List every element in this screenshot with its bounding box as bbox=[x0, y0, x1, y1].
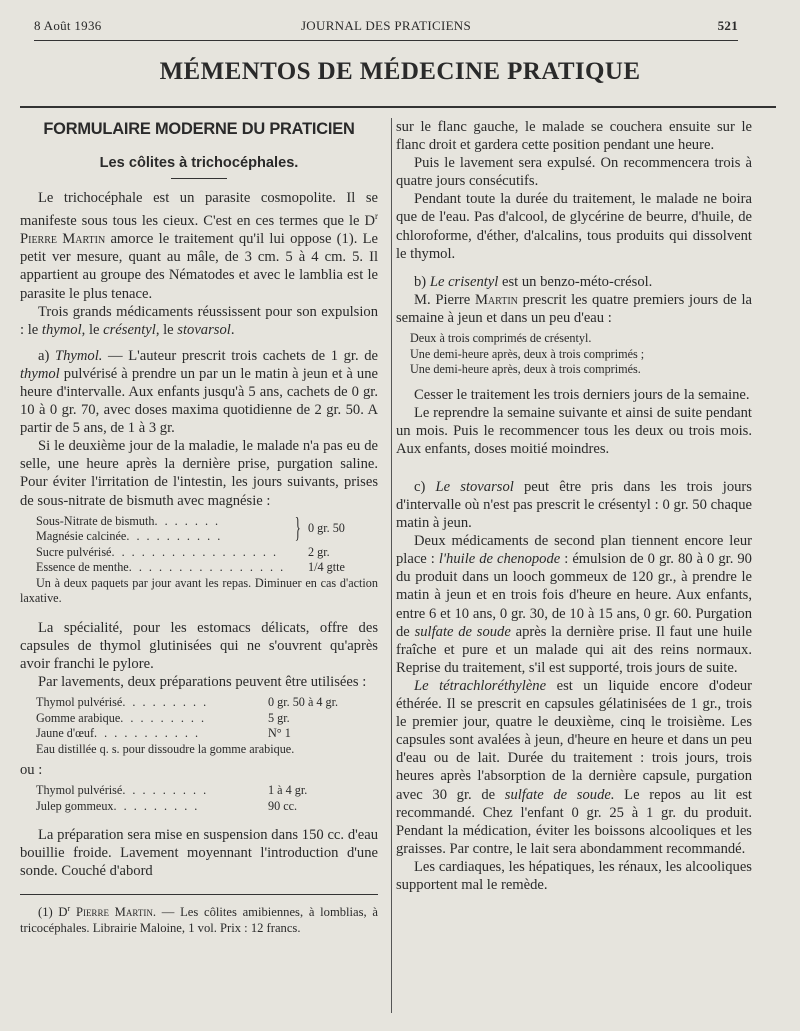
formula-alternative: ou : bbox=[20, 762, 43, 779]
paragraph: Les cardiaques, les hépatiques, les rénaux, les alcooliques supportent mal le remède. bbox=[396, 858, 752, 893]
paragraph: Le tétrachloréthylène est un liquide encore d'odeur éthérée. Il se prescrit en capsules gélatinisées de 1 gr., trois le premier jour, quatre le deuxième, cinq le troisième. Les capsules sont avalées à jeun, d'heure en heure et dans un peu d'eau ou de lait. Durée du traitement : trois jours, trois heures après l'absorption de la dernière capsule, purgation avec 30 gr. de sulfate de soude. Le repos au lit est recommandé. Chez l'enfant 0 gr. 25 à 1 gr. du produit. Pendant la médication, éviter les boissons alcooliques et les graisses. Par contre, le lait sera abondamment recommandé. bbox=[396, 677, 752, 857]
paragraph: Puis le lavement sera expulsé. On recommencera trois à quatre jours consécutifs. bbox=[396, 155, 752, 190]
section-rubrique: FORMULAIRE MODERNE DU PRATICIEN bbox=[43, 120, 355, 138]
prescription-formula: Thymol pulvérisé . . . . . . . . . 0 gr. 50 à 4 gr. Gomme arabique . . . . . . . . . 5 gr. Jaune d'œuf . . . . . . . . . . . N° 1 Eau distillée q. s. pour dissoudre la gomme arabique. bbox=[36, 695, 339, 756]
paragraph: a) Thymol. — L'auteur prescrit trois cachets de 1 gr. de thymol pulvérisé à prendre un par un le matin à jeun et à une heure d'intervalle. Aux enfants jusqu'à 5 ans, cachets de 0 gr. 10 à 0 gr. 70, avec doses maxima quotidienne de 2 gr. 50. A partir de 5 ans, de 1 à 3 gr. bbox=[20, 347, 379, 437]
paragraph: La spécialité, pour les estomacs délicats, offre des capsules de thymol glutinisées qui ne s'ouvrent qu'après avoir franchi le pylore. bbox=[20, 619, 378, 672]
paragraph: Le reprendre la semaine suivante et ainsi de suite pendant un mois. Puis le recommencer tous les deux ou trois mois. Aux enfants, doses moitié moindres. bbox=[396, 404, 752, 457]
title-rule bbox=[20, 106, 776, 108]
running-header bbox=[34, 14, 738, 41]
dosage-list: Deux à trois comprimés de crésentyl. Une demi-heure après, deux à trois comprimés ; Une demi-heure après, deux à trois comprimés. bbox=[410, 331, 645, 377]
header-date: 8 Août 1936 bbox=[34, 18, 102, 33]
paragraph: c) Le stovarsol peut être pris dans les trois jours d'intervalle où n'est pas prescrit le crésentyl : 0 gr. 50 chaque matin à jeun. bbox=[396, 478, 752, 532]
right-column bbox=[396, 118, 752, 894]
column-divider bbox=[391, 118, 392, 1013]
paragraph: Si le deuxième jour de la maladie, le malade n'a pas eu de selle, une heure après la dernière prise, purgation saline. Pour éviter l'irritation de l'intestin, les jours suivants, prises de sous-nitrate de bismuth avec magnésie : bbox=[20, 438, 378, 509]
paragraph: M. Pierre Martin prescrit les quatre premiers jours de la semaine à jeun et dans un peu d'eau : bbox=[396, 291, 752, 326]
title-underline bbox=[171, 178, 227, 179]
paragraph: Pendant toute la durée du traitement, le malade ne boira que de l'eau. Pas d'alcool, de glycérine de beurre, d'huile, de chloroforme, d'éther, d'alcalins, tous produits qui dissolvent le thymol. bbox=[396, 191, 752, 262]
footnote: (1) $D^r$ Pierre Martin. — Les côlites amibiennes, à lomblias, à tricocéphales. Librairie Maloine, 1 vol. Prix : 12 francs. bbox=[20, 904, 379, 935]
paragraph: Par lavements, deux préparations peuvent être utilisées : bbox=[38, 673, 367, 690]
paragraph: Trois grands médicaments réussissent pour son expulsion : le thymol, le crésentyl, le stovarsol. bbox=[20, 303, 378, 338]
left-column bbox=[20, 118, 378, 936]
paragraph: Cesser le traitement les trois derniers jours de la semaine. bbox=[414, 386, 750, 403]
prescription-formula: Thymol pulvérisé . . . . . . . . . 1 à 4 gr. Julep gommeux . . . . . . . . . 90 cc. bbox=[36, 783, 308, 813]
header-page-number: 521 bbox=[717, 18, 738, 33]
page-title: MÉMENTOS DE MÉDECINE PRATIQUE bbox=[159, 58, 641, 85]
paragraph: Le trichocéphale est un parasite cosmopolite. Il se manifeste sous tous les cieux. C'est en ces termes que le $D^r$ Pierre Martin amorce le traitement qu'il lui oppose (1). Le petit ver mesure, quant au mâle, de 3 cm. 5 à 4 cm. 5. Il appartient au groupe des Nématodes et avec le lamblia est le parasite le plus tenace. bbox=[20, 190, 378, 302]
article-title: Les côlites à trichocéphales. bbox=[99, 155, 299, 172]
header-journal-name: JOURNAL DES PRATICIENS bbox=[300, 18, 472, 33]
footnote-rule bbox=[20, 894, 378, 895]
paragraph: b) Le crisentyl est un benzo-méto-crésol. bbox=[414, 273, 653, 290]
prescription-formula: Sous-Nitrate de bismuth . . . . . . . Magnésie calcinée . . . . . . . . . . } 0 gr. 50 Sucre pulvérisé . . . . . . . . . . . . . . . . . 2 gr. Essence de menthe . . . . . . . . . . . . . . . . 1/4 gtte Un à deux paquets par jour avant les repas. Diminuer en cas d'action laxative. bbox=[20, 513, 378, 606]
paragraph: Deux médicaments de second plan tiennent encore leur place : l'huile de chenopode : émulsion de 0 gr. 80 à 0 gr. 90 du produit dans un looch gommeux de 120 gr., à prendre le matin à jeun et en trois fois d'heure en heure. Aux enfants, entre 6 et 10 ans, 0 gr. 30, de 10 à 15 ans, 0 gr. 60. Purgation de sulfate de soude après la dernière prise. Il faut une huile fraîche et pure et un malade qui ait des reins normaux. Reprise du traitement, s'il est supporté, trois jours de suite. bbox=[396, 533, 752, 676]
formula-note: Un à deux paquets par jour avant les repas. Diminuer en cas d'action laxative. bbox=[20, 575, 378, 606]
paragraph: sur le flanc gauche, le malade se couchera ensuite sur le flanc droit et gardera cette position pendant une heure. bbox=[396, 119, 752, 154]
paragraph: La préparation sera mise en suspension dans 150 cc. d'eau bouillie froide. Lavement moyennant l'introduction d'une sonde. Couché d'abord bbox=[20, 827, 378, 880]
